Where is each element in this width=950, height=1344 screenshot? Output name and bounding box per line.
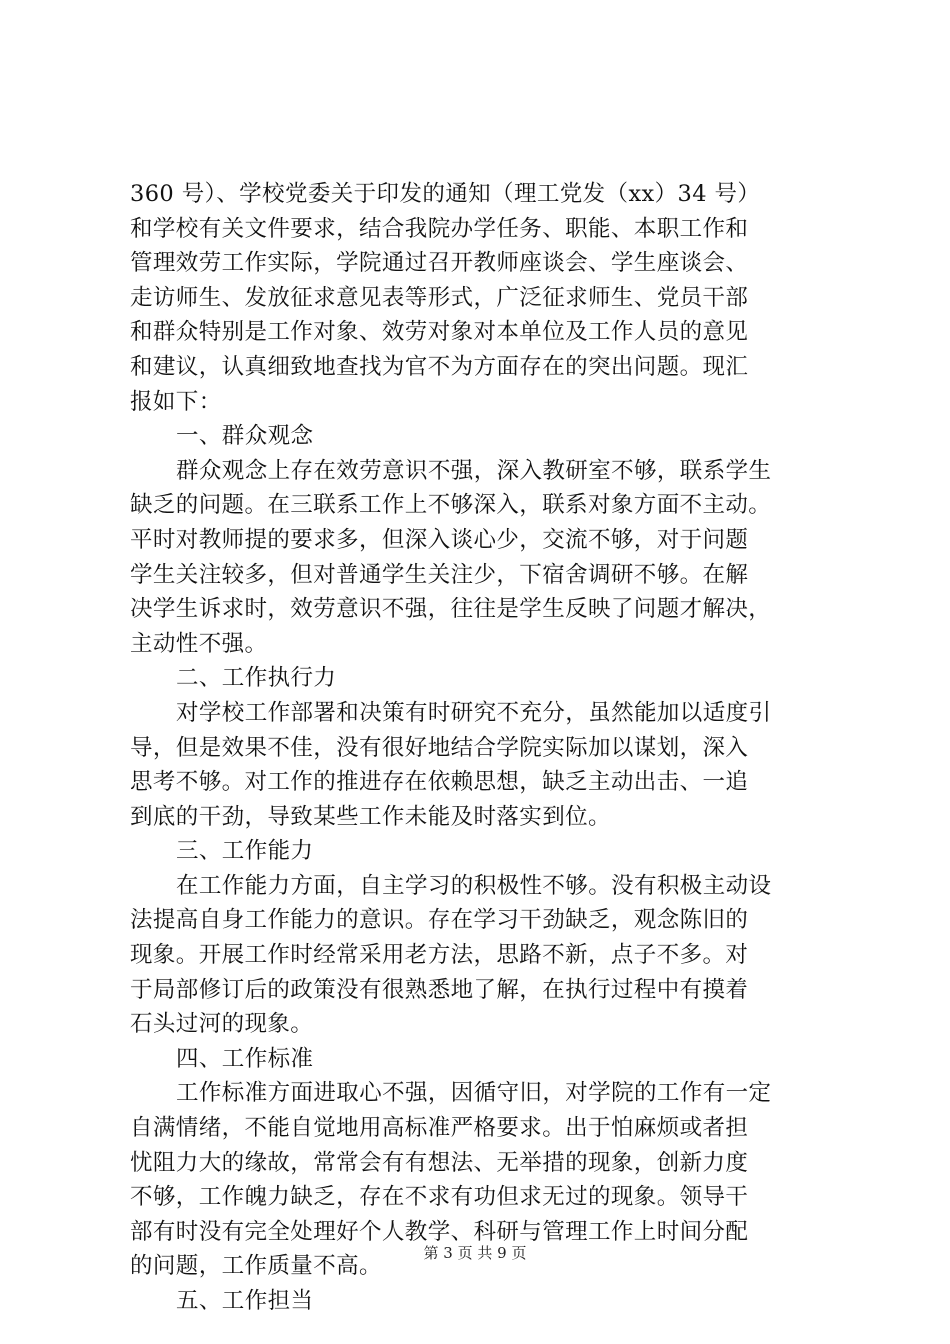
text-line: 和群众特别是工作对象、效劳对象对本单位及工作人员的意见: [130, 319, 749, 346]
text-line: 在工作能力方面，自主学习的积极性不够。没有积极主动设: [176, 872, 772, 899]
text-line: 一、群众观念: [176, 423, 314, 450]
text-line: 现象。开展工作时经常采用老方法，思路不新，点子不多。对: [130, 942, 749, 969]
text-line: 管理效劳工作实际，学院通过召开教师座谈会、学生座谈会、: [130, 250, 749, 277]
text-line: 忧阻力大的缘故，常常会有有想法、无举措的现象，创新力度: [130, 1149, 749, 1176]
text-line: 和建议，认真细致地查找为官不为方面存在的突出问题。现汇: [130, 353, 749, 380]
text-line: 三、工作能力: [176, 838, 314, 865]
page-footer: 第 3 页 共 9 页: [423, 1244, 527, 1262]
text-line: 缺乏的问题。在三联系工作上不够深入，联系对象方面不主动。: [130, 492, 772, 519]
text-line: 于局部修订后的政策没有很熟悉地了解，在执行过程中有摸着: [130, 976, 749, 1003]
text-line: 石头过河的现象。: [130, 1011, 314, 1038]
text-line: 和学校有关文件要求，结合我院办学任务、职能、本职工作和: [130, 215, 749, 242]
text-line: 思考不够。对工作的推进存在依赖思想，缺乏主动出击、一追: [130, 769, 749, 796]
text-line: 自满情绪，不能自觉地用高标准严格要求。出于怕麻烦或者担: [130, 1115, 749, 1142]
text-line: 360 号）、学校党委关于印发的通知（理工党发（xx）34 号）: [130, 181, 761, 207]
text-line: 到底的干劲，导致某些工作未能及时落实到位。: [130, 803, 611, 830]
text-line: 平时对教师提的要求多，但深入谈心少，交流不够，对于问题: [130, 526, 749, 553]
text-line: 对学校工作部署和决策有时研究不充分，虽然能加以适度引: [176, 699, 772, 726]
text-line: 导，但是效果不佳，没有很好地结合学院实际加以谋划，深入: [130, 734, 749, 761]
text-line: 法提高自身工作能力的意识。存在学习干劲缺乏，观念陈旧的: [130, 907, 749, 934]
text-line: 走访师生、发放征求意见表等形式，广泛征求师生、党员干部: [130, 284, 749, 311]
text-line: 四、工作标准: [176, 1045, 314, 1072]
text-line: 工作标准方面进取心不强，因循守旧，对学院的工作有一定: [176, 1080, 772, 1107]
text-line: 五、工作担当: [176, 1288, 314, 1314]
text-line: 决学生诉求时，效劳意识不强，往往是学生反映了问题才解决，: [130, 596, 772, 623]
text-line: 主动性不强。: [130, 630, 268, 657]
text-line: 报如下：: [130, 388, 222, 415]
text-line: 二、工作执行力: [176, 665, 337, 692]
text-line: 群众观念上存在效劳意识不强，深入教研室不够，联系学生: [176, 457, 772, 484]
text-line: 部有时没有完全处理好个人教学、科研与管理工作上时间分配: [130, 1218, 749, 1245]
document-body: [130, 177, 830, 1319]
text-line: 的问题，工作质量不高。: [130, 1253, 382, 1280]
text-line: 不够，工作魄力缺乏，存在不求有功但求无过的现象。领导干: [130, 1184, 749, 1211]
text-line: 学生关注较多，但对普通学生关注少，下宿舍调研不够。在解: [130, 561, 749, 588]
